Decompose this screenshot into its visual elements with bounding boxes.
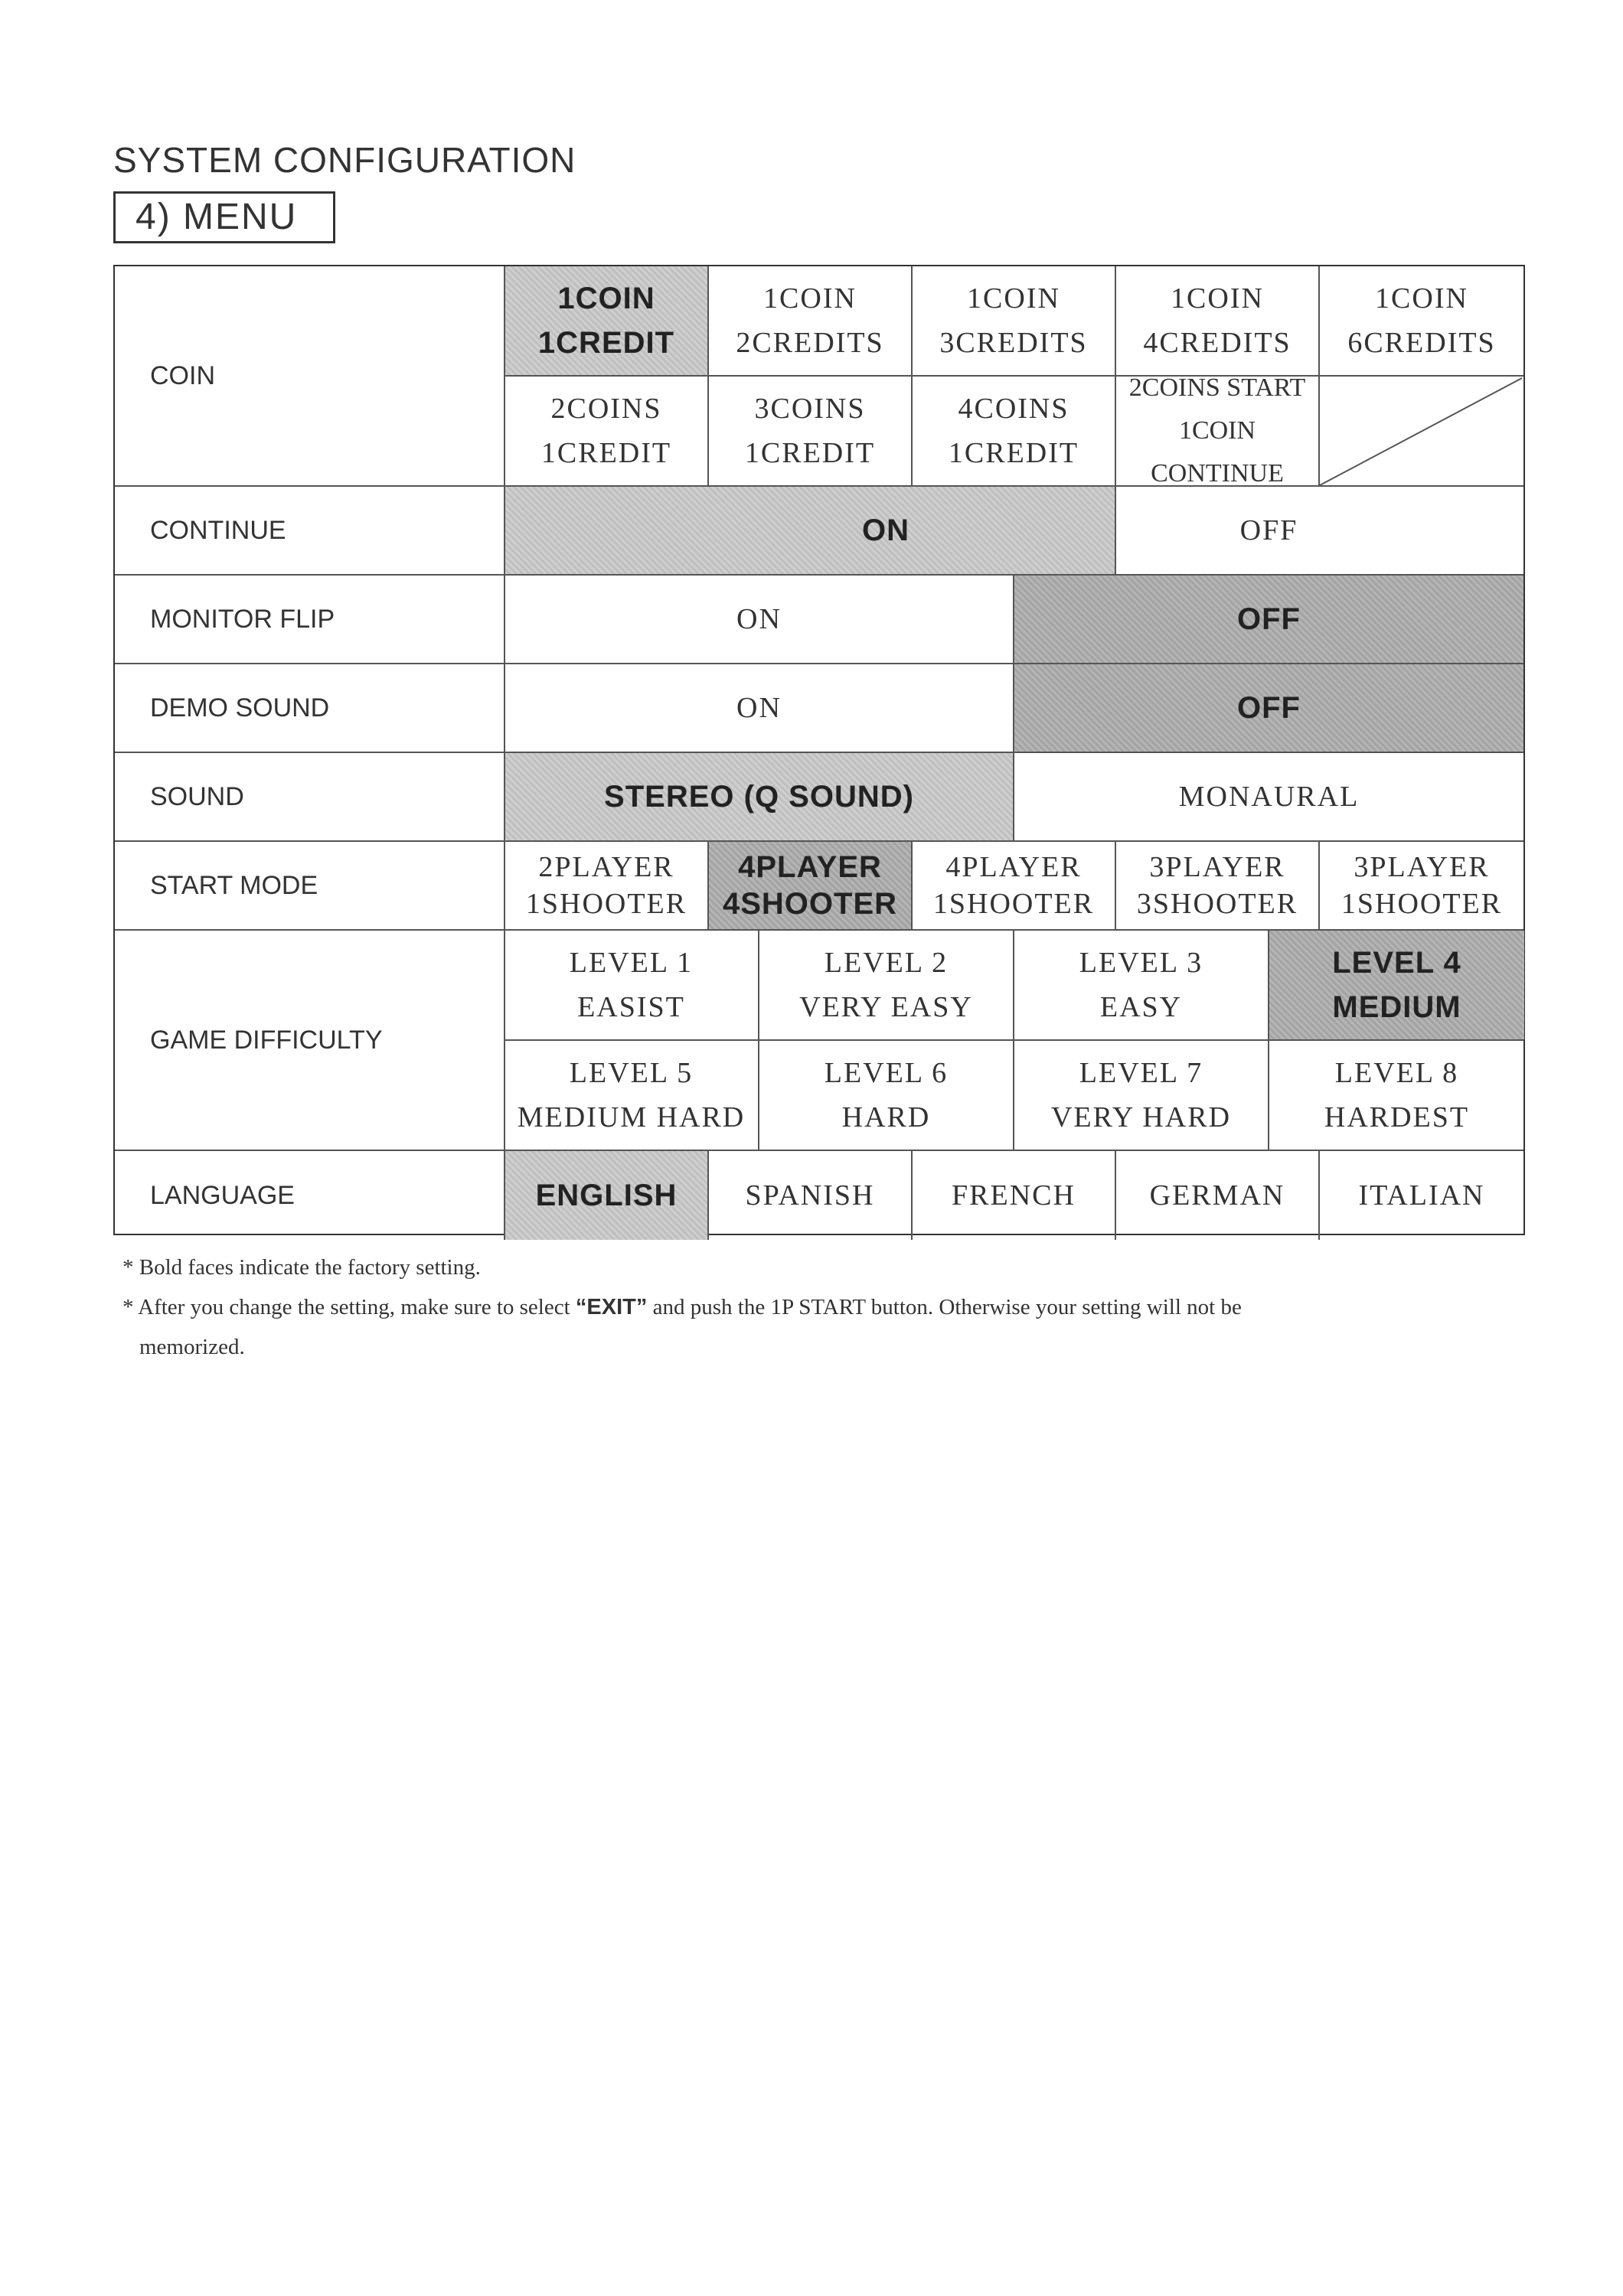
coin-option-2coins-start-1coin-continue[interactable] bbox=[1116, 373, 1320, 488]
option-line: 3PLAYER bbox=[1354, 851, 1490, 883]
language-option-spanish[interactable] bbox=[709, 1151, 913, 1240]
option-line: 2COINS bbox=[550, 393, 662, 425]
row-label-language: LANGUAGE bbox=[115, 1151, 505, 1240]
start-mode-option-2player-1shooter[interactable] bbox=[505, 842, 709, 931]
difficulty-option-level-5[interactable] bbox=[505, 1041, 759, 1150]
option-line: 1CREDIT bbox=[537, 326, 675, 360]
option-line: 4COINS bbox=[958, 393, 1069, 425]
option-text: GERMAN bbox=[1149, 1179, 1285, 1212]
option-line: VERY EASY bbox=[799, 991, 973, 1023]
option-text: MONAURAL bbox=[1178, 781, 1360, 813]
option-line: LEVEL 2 bbox=[824, 947, 949, 979]
option-text: STEREO (Q SOUND) bbox=[604, 780, 914, 814]
option-line: 1COIN bbox=[1375, 282, 1468, 315]
language-option-german[interactable] bbox=[1116, 1151, 1320, 1240]
coin-option-1coin-3credits[interactable] bbox=[913, 266, 1116, 377]
difficulty-option-level-1[interactable] bbox=[505, 931, 759, 1039]
option-line: 4CREDITS bbox=[1143, 327, 1292, 359]
option-line: 4SHOOTER bbox=[722, 887, 898, 921]
difficulty-row-1 bbox=[505, 931, 1523, 1041]
difficulty-option-level-7[interactable] bbox=[1014, 1041, 1269, 1150]
row-label-start-mode: START MODE bbox=[115, 842, 505, 931]
difficulty-option-level-8[interactable] bbox=[1269, 1041, 1524, 1150]
option-line: LEVEL 5 bbox=[569, 1057, 694, 1089]
option-line: 1COIN bbox=[557, 282, 655, 315]
coin-option-1coin-6credits[interactable] bbox=[1320, 266, 1523, 377]
option-text: ON bbox=[736, 692, 782, 724]
option-line: 1COIN CONTINUE bbox=[1151, 416, 1284, 488]
language-option-french[interactable] bbox=[913, 1151, 1116, 1240]
row-label-coin: COIN bbox=[115, 266, 505, 487]
option-line: MEDIUM bbox=[1332, 990, 1461, 1024]
section-label-menu: 4) MENU bbox=[113, 191, 335, 243]
empty-diagonal-cell bbox=[1320, 377, 1523, 487]
footnote-factory-setting: * Bold faces indicate the factory setting. bbox=[122, 1255, 481, 1280]
coin-option-1coin-1credit[interactable] bbox=[505, 266, 709, 377]
option-text: OFF bbox=[1239, 514, 1298, 546]
sound-option-stereo[interactable] bbox=[505, 753, 1014, 842]
option-line: 1COIN bbox=[967, 282, 1060, 315]
difficulty-option-level-4[interactable] bbox=[1269, 931, 1524, 1039]
option-line: HARD bbox=[841, 1101, 931, 1133]
option-line: LEVEL 1 bbox=[569, 947, 694, 979]
sound-option-monaural[interactable] bbox=[1014, 753, 1523, 842]
start-mode-option-4player-4shooter[interactable] bbox=[709, 842, 913, 931]
option-text: ON bbox=[862, 514, 909, 547]
start-mode-option-3player-1shooter[interactable] bbox=[1320, 842, 1523, 931]
option-line: MEDIUM HARD bbox=[517, 1101, 746, 1133]
continue-option-off[interactable] bbox=[1014, 487, 1523, 576]
option-line: 3COINS bbox=[754, 393, 866, 425]
footnote-exit-instruction bbox=[122, 1287, 1523, 1327]
option-line: 2CREDITS bbox=[736, 327, 884, 359]
monitor-flip-option-on[interactable] bbox=[505, 576, 1014, 664]
start-mode-option-4player-1shooter[interactable] bbox=[913, 842, 1116, 931]
coin-option-1coin-2credits[interactable] bbox=[709, 266, 913, 377]
page-title: SYSTEM CONFIGURATION bbox=[113, 140, 576, 180]
demo-sound-option-on[interactable] bbox=[505, 664, 1014, 753]
option-line: 4PLAYER bbox=[945, 851, 1082, 883]
option-line: 2PLAYER bbox=[538, 851, 674, 883]
row-label-game-difficulty: GAME DIFFICULTY bbox=[115, 931, 505, 1151]
row-label-demo-sound: DEMO SOUND bbox=[115, 664, 505, 753]
option-text: ENGLISH bbox=[535, 1179, 678, 1212]
row-label-continue: CONTINUE bbox=[115, 487, 505, 576]
option-text: FRENCH bbox=[952, 1179, 1076, 1212]
option-line: 2COINS START bbox=[1128, 373, 1306, 402]
option-line: LEVEL 3 bbox=[1079, 947, 1203, 979]
option-line: 3CREDITS bbox=[939, 327, 1088, 359]
coin-option-3coins-1credit[interactable] bbox=[709, 377, 913, 487]
option-line: 1SHOOTER bbox=[932, 888, 1095, 920]
monitor-flip-option-off[interactable] bbox=[1014, 576, 1523, 664]
row-label-sound: SOUND bbox=[115, 753, 505, 842]
diagonal-line bbox=[1320, 377, 1523, 487]
exit-keyword: “EXIT” bbox=[575, 1295, 648, 1319]
difficulty-row-2 bbox=[505, 1041, 1523, 1151]
option-line: 1COIN bbox=[1171, 282, 1264, 315]
option-line: 1CREDIT bbox=[744, 437, 876, 469]
footnote-text: and push the 1P START button. Otherwise your setting will not be bbox=[647, 1295, 1242, 1319]
difficulty-option-level-6[interactable] bbox=[759, 1041, 1014, 1150]
option-line: EASIST bbox=[577, 991, 685, 1023]
option-text: ITALIAN bbox=[1358, 1179, 1485, 1212]
option-line: 3SHOOTER bbox=[1136, 888, 1298, 920]
option-line: LEVEL 7 bbox=[1079, 1057, 1203, 1089]
option-line: LEVEL 8 bbox=[1334, 1057, 1459, 1089]
footnotes bbox=[122, 1247, 1523, 1367]
option-line: HARDEST bbox=[1324, 1101, 1470, 1133]
start-mode-option-3player-3shooter[interactable] bbox=[1116, 842, 1320, 931]
option-text: SPANISH bbox=[745, 1179, 875, 1212]
option-text: OFF bbox=[1237, 602, 1301, 636]
option-line: 6CREDITS bbox=[1347, 327, 1496, 359]
demo-sound-option-off[interactable] bbox=[1014, 664, 1523, 753]
footnote-continuation: memorized. bbox=[139, 1335, 245, 1359]
option-line: 1COIN bbox=[763, 282, 857, 315]
option-text: OFF bbox=[1237, 691, 1301, 725]
difficulty-option-level-2[interactable] bbox=[759, 931, 1014, 1039]
settings-table bbox=[113, 265, 1525, 1235]
option-line: LEVEL 6 bbox=[824, 1057, 949, 1089]
option-line: 4PLAYER bbox=[738, 850, 882, 884]
option-line: EASY bbox=[1099, 991, 1183, 1023]
coin-option-1coin-4credits[interactable] bbox=[1116, 266, 1320, 377]
option-line: 1SHOOTER bbox=[525, 888, 687, 920]
option-line: LEVEL 4 bbox=[1332, 946, 1461, 980]
language-option-italian[interactable] bbox=[1320, 1151, 1523, 1240]
coin-option-2coins-1credit[interactable] bbox=[505, 377, 709, 487]
option-line: 1SHOOTER bbox=[1341, 888, 1503, 920]
language-option-english[interactable] bbox=[505, 1151, 709, 1240]
option-line: 3PLAYER bbox=[1149, 851, 1285, 883]
row-label-monitor-flip: MONITOR FLIP bbox=[115, 576, 505, 664]
difficulty-option-level-3[interactable] bbox=[1014, 931, 1269, 1039]
footnote-text: * After you change the setting, make sure to select bbox=[122, 1295, 576, 1319]
option-text: ON bbox=[736, 603, 782, 635]
coin-option-4coins-1credit[interactable] bbox=[913, 377, 1116, 487]
option-line: VERY HARD bbox=[1050, 1101, 1232, 1133]
option-line: 1CREDIT bbox=[948, 437, 1079, 469]
option-line: 1CREDIT bbox=[540, 437, 672, 469]
